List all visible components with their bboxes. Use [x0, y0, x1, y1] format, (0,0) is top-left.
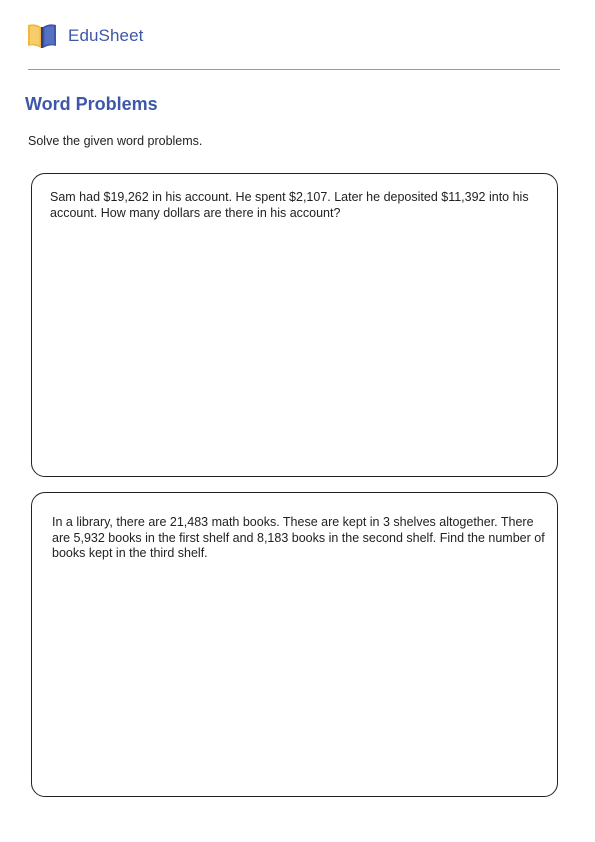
problem-text: In a library, there are 21,483 math books. These are kept in 3 shelves altogether. There are 5,932 books in the first shelf and 8,183 books in the second shelf. Find the number of books kept in the third shelf. — [52, 515, 545, 560]
page-title: Word Problems — [25, 94, 158, 114]
open-book-icon — [26, 21, 58, 51]
problem-box-1[interactable] — [31, 173, 558, 477]
header — [26, 20, 143, 52]
instructions: Solve the given word problems. — [28, 134, 203, 148]
problem-text: Sam had $19,262 in his account. He spent $2,107. Later he deposited $11,392 into his account. How many dollars are there in his account? — [50, 190, 529, 220]
problem-box-2[interactable] — [31, 492, 558, 797]
brand-name: EduSheet — [68, 26, 144, 45]
header-divider — [28, 69, 560, 70]
